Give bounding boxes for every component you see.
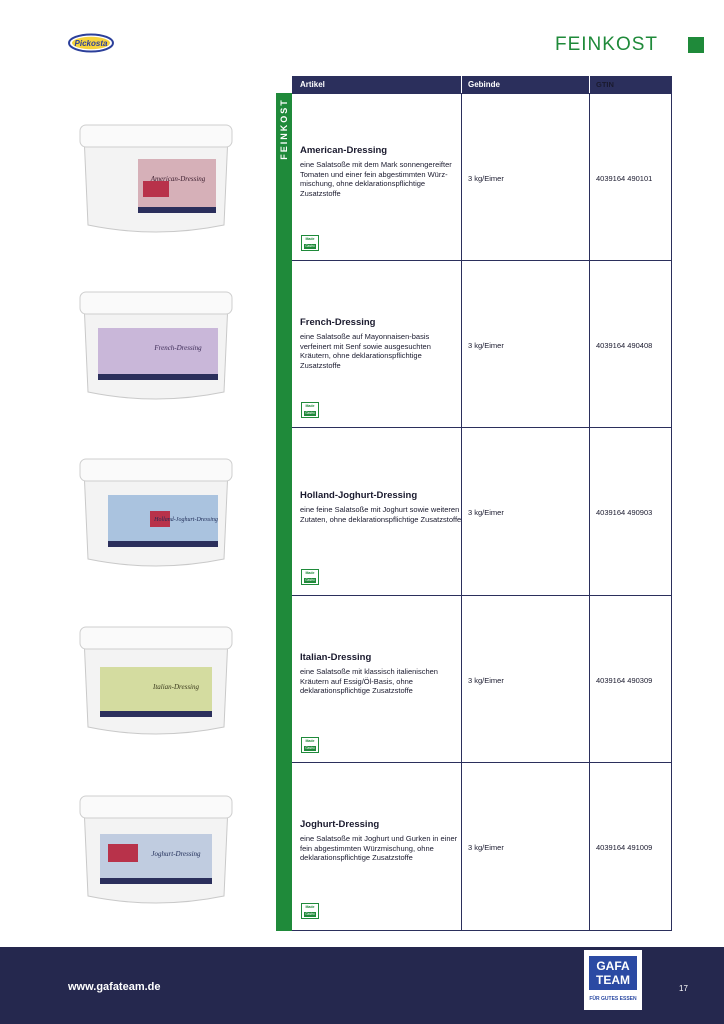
page-footer xyxy=(0,947,724,1024)
product-unit: 3 kg/Eimer xyxy=(468,174,504,183)
table-row xyxy=(292,260,671,427)
product-image-holland-joghurt-dressing xyxy=(78,451,234,571)
product-table xyxy=(292,93,672,931)
quality-badge-icon: Made Gastro xyxy=(301,235,319,251)
product-name: Holland-Joghurt-Dressing xyxy=(300,490,418,501)
product-unit: 3 kg/Eimer xyxy=(468,341,504,350)
product-gtin: 4039164 490309 xyxy=(596,676,653,685)
product-image-french-dressing xyxy=(78,284,234,404)
quality-badge-icon: Made Gastro xyxy=(301,737,319,753)
table-row xyxy=(292,427,671,594)
product-name: American-Dressing xyxy=(300,145,388,156)
product-image-american-dressing xyxy=(78,117,234,237)
product-gtin: 4039164 490903 xyxy=(596,508,653,517)
gafa-team-logo: GAFA TEAM FÜR GUTES ESSEN xyxy=(584,950,642,1010)
table-row xyxy=(292,595,671,762)
svg-text:Italian-Dressing: Italian-Dressing xyxy=(152,683,200,691)
product-description: eine Salatsoße auf Mayonnaisen-basis verfeinert mit Senf sowie ausgesuchten Kräutern, ohne deklarationspflichtige Zusatzstoffe xyxy=(300,332,431,370)
quality-badge-icon: Made Gastro xyxy=(301,903,319,919)
product-description: eine Salatsoße mit Joghurt und Gurken in einer fein abgestimmten Würzmischung, ohne deklarationspflichtige Zusatzstoffe xyxy=(300,834,458,862)
website-link[interactable]: www.gafateam.de xyxy=(68,981,161,993)
table-row xyxy=(292,762,671,929)
product-name: Italian-Dressing xyxy=(300,652,372,663)
svg-text:American-Dressing: American-Dressing xyxy=(150,175,206,183)
page-number: 17 xyxy=(679,984,688,993)
header-divider xyxy=(461,76,462,93)
product-gtin: 4039164 490101 xyxy=(596,174,653,183)
svg-text:French-Dressing: French-Dressing xyxy=(154,344,202,352)
product-description: eine Salatsoße mit dem Mark sonnengereifter Tomaten und einer fein abgestimmten Würz-mischung, ohne deklarationspflichtige Zusatzstoffe xyxy=(300,160,452,198)
header-artikel: Artikel xyxy=(300,80,325,89)
svg-text:Joghurt-Dressing: Joghurt-Dressing xyxy=(151,850,201,858)
product-image-italian-dressing xyxy=(78,619,234,739)
quality-badge-icon: Made Gastro xyxy=(301,569,319,585)
section-title: FEINKOST xyxy=(555,34,659,55)
product-gtin: 4039164 490408 xyxy=(596,341,653,350)
header-divider xyxy=(589,76,590,93)
product-image-joghurt-dressing xyxy=(78,788,234,908)
quality-badge-icon: Made Gastro xyxy=(301,402,319,418)
side-section-label: FEINKOST xyxy=(279,98,289,160)
section-marker xyxy=(688,37,704,53)
table-header xyxy=(292,76,672,93)
product-name: Joghurt-Dressing xyxy=(300,819,380,830)
header-gebinde: Gebinde xyxy=(468,80,501,89)
pickosta-logo-text: Pickosta xyxy=(74,38,108,48)
product-description: eine Salatsoße mit klassisch italienischen Kräutern auf Essig/Öl-Basis, ohne deklarationspflichtige Zusatzstoffe xyxy=(300,667,438,695)
product-unit: 3 kg/Eimer xyxy=(468,843,504,852)
table-row xyxy=(292,93,671,260)
product-description: eine feine Salatsoße mit Joghurt sowie weiteren Zutaten, ohne deklarationspflichtige Zusatzstoffe xyxy=(300,505,462,524)
product-unit: 3 kg/Eimer xyxy=(468,676,504,685)
product-gtin: 4039164 491009 xyxy=(596,843,653,852)
svg-text:Holland-Joghurt-Dressing: Holland-Joghurt-Dressing xyxy=(154,517,218,523)
product-unit: 3 kg/Eimer xyxy=(468,508,504,517)
header-gtin: GTIN xyxy=(596,80,614,89)
section-side-strip xyxy=(276,93,292,931)
pickosta-logo xyxy=(68,33,114,53)
product-name: French-Dressing xyxy=(300,317,376,328)
